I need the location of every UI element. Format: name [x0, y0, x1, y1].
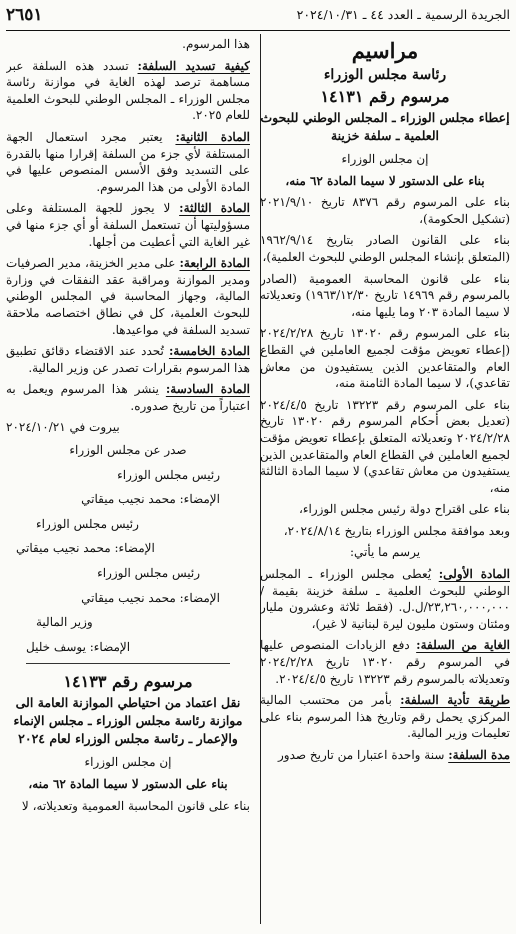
article-1-text: يُعطى مجلس الوزراء ـ المجلس الوطني للبحوث العلمية ـ سلفة خزينة بقيمة /٢٣,٢٦٠,٠٠٠,٠٠٠/ل.ل. (فقط ثلاثة وعشرون مليار ومئتان وستون مليون ليرة لبنانية لا غير)،	[260, 567, 510, 631]
basis-paragraph-3: بناء على قانون المحاسبة العمومية (الصادر بالمرسوم رقم ١٤٩٦٩ تاريخ ١٩٦٣/١٢/٣٠) وتعديلاته لا سيما المادة ٢٠٣ وما يليها منه،	[260, 271, 510, 319]
finance-minister-title: وزير المالية	[36, 615, 93, 630]
constitution-basis: بناء على الدستور لا سيما المادة ٦٢ منه،	[285, 173, 485, 188]
repayment-method-label: كيفية تسديد السلفة:	[137, 58, 250, 73]
pm-title-2: رئيس مجلس الوزراء	[36, 516, 139, 531]
decree2-constitution-basis: بناء على الدستور لا سيما المادة ٦٢ منه،	[28, 777, 228, 791]
issue-date: بيروت في ٢٠٢٤/١٠/٢١	[6, 420, 120, 435]
left-column	[6, 36, 250, 926]
payment-method-text: بأمر من محتسب المالية المركزي يحمل رقم وتاريخ هذا المرسوم بناء على تعليمات وزير المالية.	[260, 693, 510, 741]
article-6	[6, 381, 250, 414]
article-5	[6, 343, 250, 376]
repayment-method-text: تسدد هذه السلفة عبر مساهمة ترصد لهذه الغاية في موازنة رئاسة مجلس الوزراء ـ المجلس الوطني للبحوث العلمية للعام ٢٠٢٥.	[6, 58, 250, 123]
section-title: مراسيم	[351, 38, 419, 63]
article-3	[6, 200, 250, 250]
advance-duration	[260, 747, 510, 764]
pm-signature-3: الإمضاء: محمد نجيب ميقاتي	[81, 590, 220, 605]
right-column	[260, 36, 510, 926]
pm-signature-1: الإمضاء: محمد نجيب ميقاتي	[81, 492, 220, 507]
article-5-text: تُحدد عند الاقتضاء دقائق تطبيق هذا المرسوم بقرارات تصدر عن وزير المالية.	[6, 344, 250, 375]
advance-duration-text: سنة واحدة اعتبارا من تاريخ صدور	[278, 748, 445, 762]
decree2-subject: نقل اعتماد من احتياطي الموازنة العامة الى موازنة رئاسة مجلس الوزراء ـ مجلس الإنماء والإعمار ـ رئاسة مجلس الوزراء لعام ٢٠٢٤	[13, 695, 243, 747]
payment-method-label: طريقة تأدية السلفة:	[400, 693, 510, 708]
pm-title-1: رئيس مجلس الوزراء	[117, 467, 220, 482]
article-5-label: المادة الخامسة:	[168, 344, 250, 359]
advance-duration-label: مدة السلفة:	[448, 748, 510, 762]
article-1	[260, 566, 510, 632]
article-3-label: المادة الثالثة:	[179, 201, 250, 216]
basis-paragraph-4: بناء على المرسوم رقم ١٣٠٢٠ تاريخ ٢٠٢٤/٢/٢٨ (إعطاء تعويض مؤقت لجميع العاملين في القطاع العام والمتقاعدين الذين يستفيدون من معاش تقاعدي)، لا سيما المادة الثامنة منه،	[260, 326, 510, 391]
page-header	[6, 7, 510, 29]
basis-paragraph-6: بناء على اقتراح دولة رئيس مجلس الوزراء،	[298, 502, 510, 517]
decree-subject: إعطاء مجلس الوزراء ـ المجلس الوطني للبحوث العلمية ـ سلفة خزينة	[260, 110, 510, 143]
repayment-method	[6, 58, 250, 124]
article-4	[6, 255, 250, 338]
basis-paragraph-2: بناء على القانون الصادر بتاريخ ١٩٦٢/٩/١٤ (المتعلق بإنشاء المجلس الوطني للبحوث العلمية)،	[260, 233, 510, 264]
gazette-issue-title: الجريدة الرسمية ـ العدد ٤٤ ـ ٢٠٢٤/١٠/٣١	[296, 7, 510, 22]
article-6-text: ينشر هذا المرسوم ويعمل به اعتباراً من تاريخ صدوره.	[6, 382, 250, 413]
issued-by: صدر عن مجلس الوزراء	[69, 443, 187, 458]
payment-method	[260, 692, 510, 742]
article-2-text: يعتبر مجرد استعمال الجهة المستلفة لأي جزء من السلفة إقرارا منها بالقدرة على التسديد وفق الأسس المنصوص عليها في المادة الأولى من هذا المرسوم.	[6, 129, 250, 194]
advance-purpose-text: دفع الزيادات المنصوص عليها في المرسوم رقم ١٣٠٢٠ تاريخ ٢٠٢٤/٢/٢٨ وتعديلاته بالمرسوم رقم ١٣٢٢٣ تاريخ ٢٠٢٤/٤/٥.	[260, 638, 510, 686]
article-2-label: المادة الثانية:	[175, 129, 250, 144]
decree-divider	[26, 663, 230, 664]
decrees-following: يرسم ما يأتي:	[349, 545, 421, 560]
basis-paragraph-5: بناء على المرسوم رقم ١٣٢٢٣ تاريخ ٢٠٢٤/٤/٥ (تعديل بعض أحكام المرسوم رقم ١٣٠٢٠ تاريخ ٢٠٢٤/٢/٢٨ وتعديلاته المتعلق بإعطاء تعويض مؤقت لجميع العاملين في القطاع العام والمتقاعدين الذين يستفيدون من معاش تقاعدي) لا سيما المادة الثالثة منه،	[260, 397, 510, 495]
council-intro: إن مجلس الوزراء	[341, 152, 429, 166]
article-2	[6, 129, 250, 195]
advance-purpose	[260, 637, 510, 687]
basis-paragraph-7: وبعد موافقة مجلس الوزراء بتاريخ ٢٠٢٤/٨/١٤،	[283, 523, 510, 538]
article-3-text: لا يجوز للجهة المستلفة وعلى مسؤوليتها أن تستعمل السلفة أو أي جزء منها في غير الغاية التي أعطيت من أجلها.	[6, 201, 250, 249]
article-1-label: المادة الأولى:	[438, 567, 510, 582]
pm-signature-2: الإمضاء: محمد نجيب ميقاتي	[16, 541, 155, 556]
decree2-basis-paragraph-1: بناء على قانون المحاسبة العمومية وتعديلاته، لا	[21, 798, 250, 813]
pm-title-3: رئيس مجلس الوزراء	[97, 566, 200, 581]
article-4-label: المادة الرابعة:	[179, 256, 250, 271]
article-6-label: المادة السادسة:	[165, 382, 250, 397]
subsection-title: رئاسة مجلس الوزراء	[323, 67, 447, 83]
decree2-council-intro: إن مجلس الوزراء	[84, 755, 172, 770]
decree2-number: مرسوم رقم ١٤١٣٣	[63, 672, 193, 692]
article-4-text: على مدير الخزينة، مدير الصرفيات ومدير الموازنة ومراقبة عقد النفقات في وزارة المالية، وجهاز المحاسبة في المجلس الوطني للبحوث العلمية، كل في نطاق اختصاصه ملاحقة تسديد السلفة في مواعيدها.	[6, 256, 250, 337]
decree-number: مرسوم رقم ١٤١٣١	[320, 87, 450, 106]
continued-text: هذا المرسوم.	[182, 37, 250, 51]
signature-block	[6, 442, 250, 655]
basis-paragraph-1: بناء على المرسوم رقم ٨٣٧٦ تاريخ ٢٠٢١/٩/١٠ (تشكيل الحكومة)،	[260, 195, 510, 226]
advance-purpose-label: الغاية من السلفة:	[416, 638, 510, 653]
finance-minister-signature: الإمضاء: يوسف خليل	[26, 639, 131, 654]
header-rule	[6, 30, 510, 31]
page-number: ٢٦٥١	[6, 5, 43, 25]
